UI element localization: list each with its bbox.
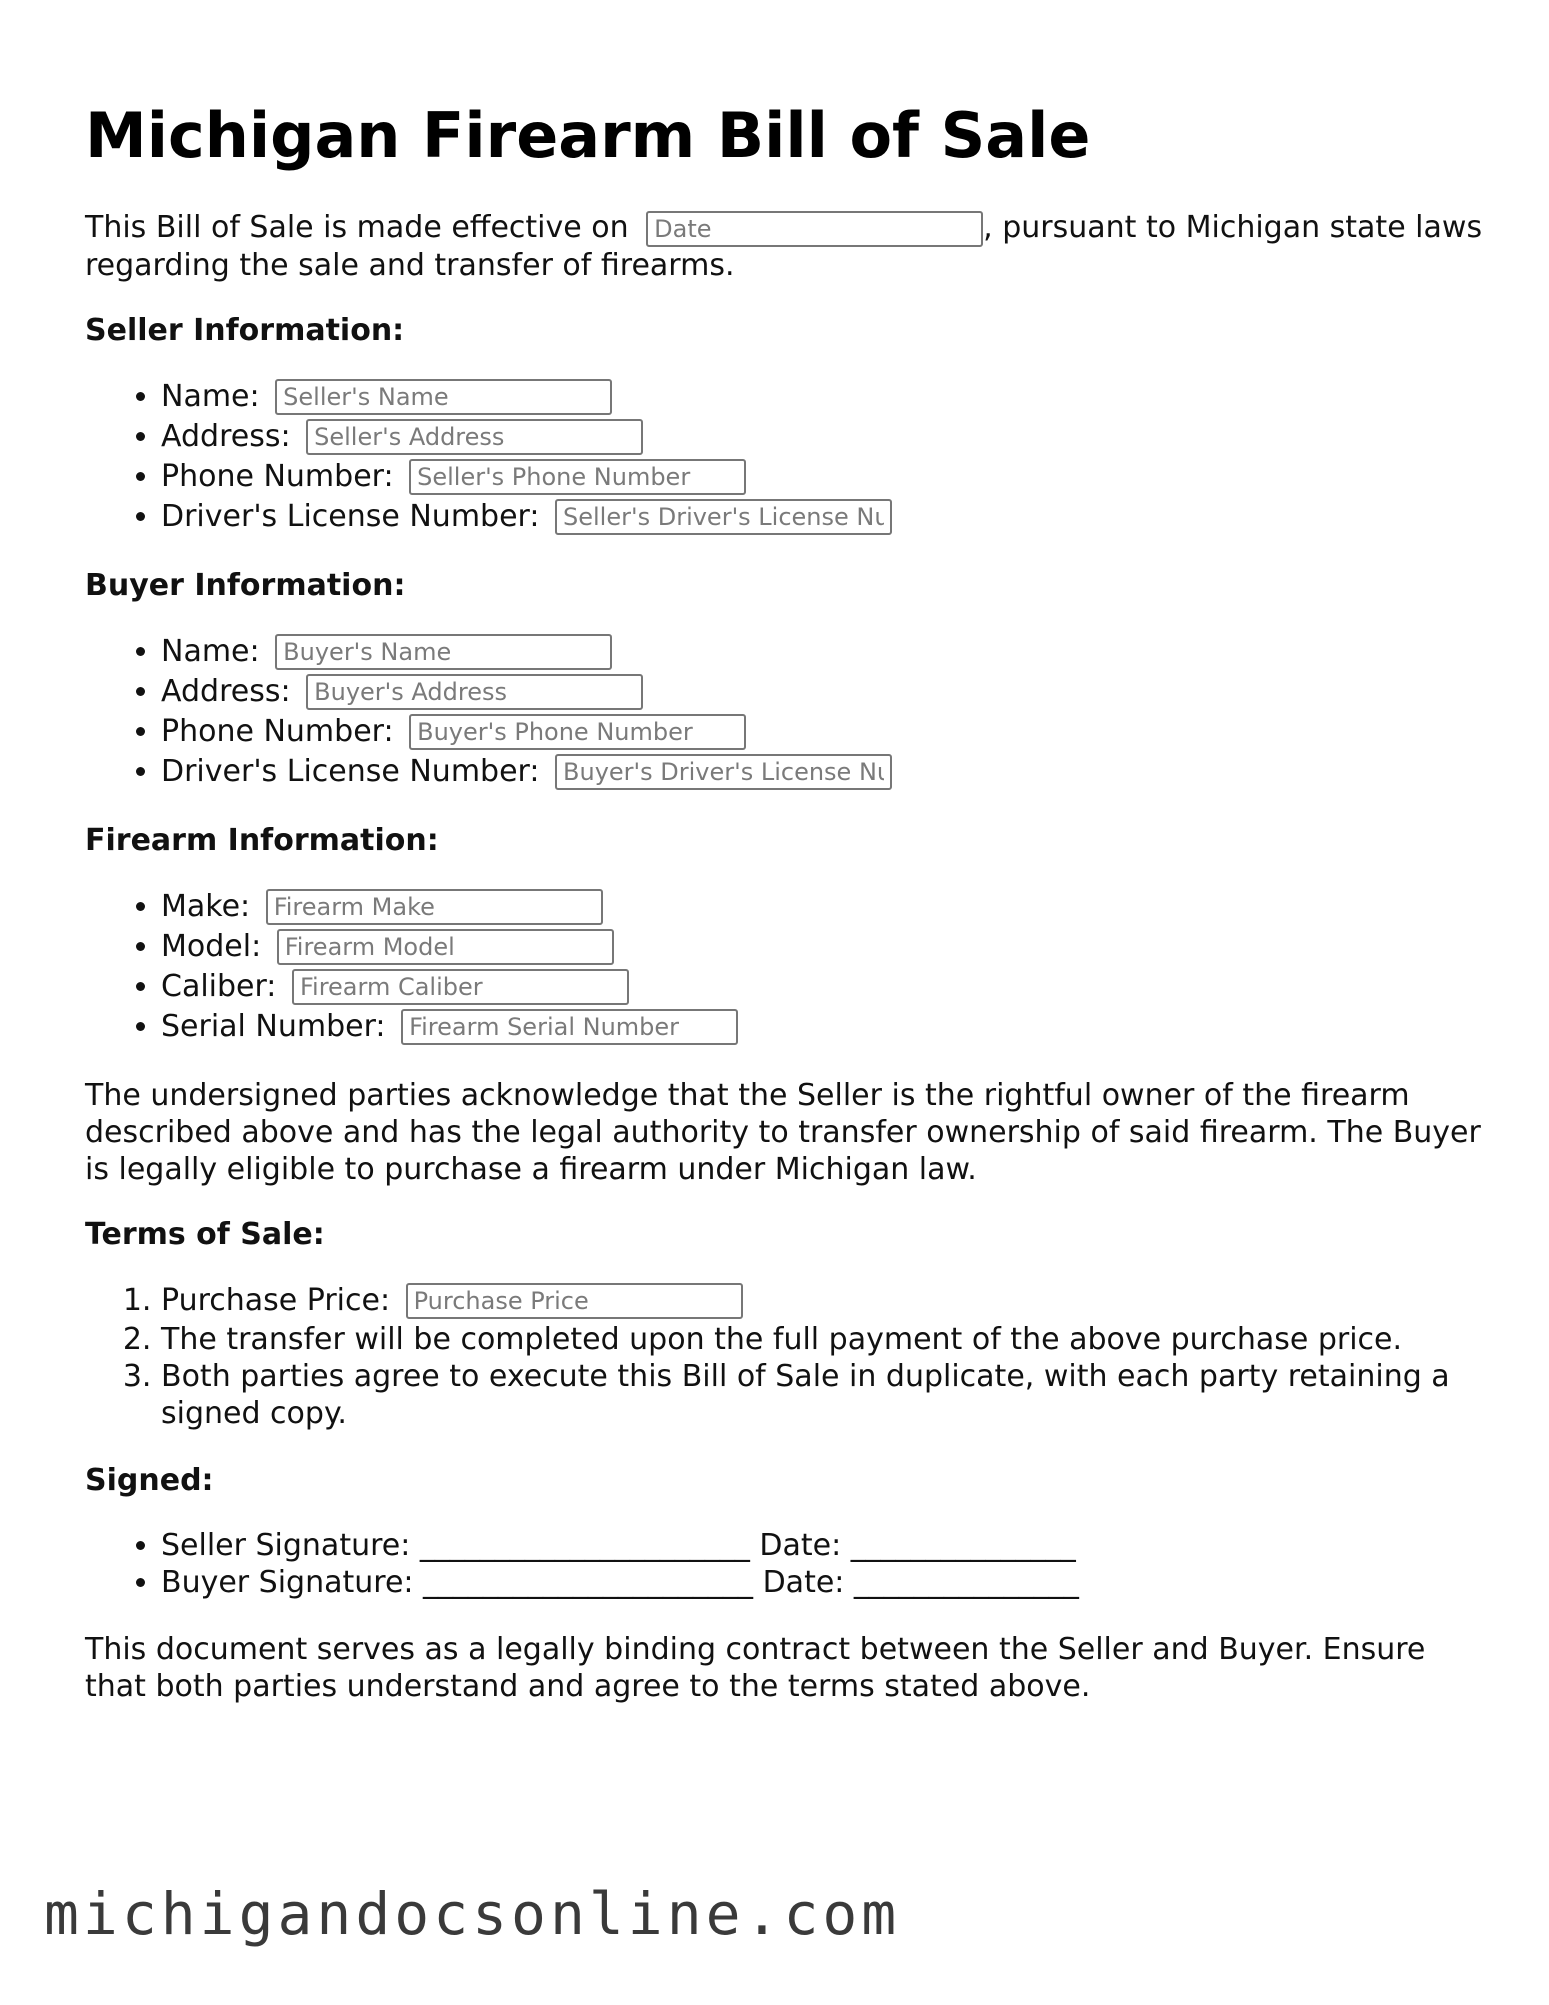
seller-address-label: Address: [161,418,291,454]
seller-license-input[interactable] [555,499,892,535]
firearm-make-label: Make: [161,888,251,924]
buyer-address-label: Address: [161,673,291,709]
acknowledgement-paragraph: The undersigned parties acknowledge that the Seller is the rightful owner of the firearm described above and has the legal authority to transfer ownership of said firearm. The Buyer is legally eligible to purchase a firearm under Michigan law. [85,1077,1481,1187]
list-item: 2. The transfer will be completed upon the full payment of the above purchase price. [161,1321,1485,1358]
firearm-serial-input[interactable] [401,1009,738,1045]
list-item [161,1007,1485,1047]
intro-text-before: This Bill of Sale is made effective on [85,210,629,246]
intro-text-after: , pursuant to Michigan state laws regarding the sale and transfer of firearms. [85,210,1483,283]
seller-phone-input[interactable] [409,459,746,495]
seller-signature-line: • Seller Signature: ______________________ Date: _______________ [161,1527,1485,1564]
signature-list [85,1527,1485,1601]
purchase-price-label: Purchase Price: [161,1282,391,1318]
firearm-heading: Firearm Information: [85,822,439,858]
firearm-caliber-input[interactable] [292,969,629,1005]
effective-date-input[interactable] [646,211,983,247]
list-item: 3. Both parties agree to execute this Bill of Sale in duplicate, with each party retaining a signed copy. [161,1358,1485,1432]
site-watermark: michigandocsonline.com [44,1880,901,1948]
seller-phone-label: Phone Number: [161,458,394,494]
buyer-list [85,632,1485,792]
buyer-phone-label: Phone Number: [161,713,394,749]
buyer-name-input[interactable] [275,634,612,670]
seller-address-input[interactable] [306,419,643,455]
buyer-license-label: Driver's License Number: [161,753,540,789]
document-page [85,100,1485,1733]
buyer-phone-input[interactable] [409,714,746,750]
list-item [161,377,1485,417]
seller-heading: Seller Information: [85,312,405,348]
list-item [161,712,1485,752]
list-item [161,887,1485,927]
seller-name-input[interactable] [275,379,612,415]
firearm-caliber-label: Caliber: [161,968,277,1004]
page-title: Michigan Firearm Bill of Sale [85,99,1091,172]
buyer-heading: Buyer Information: [85,567,406,603]
firearm-model-label: Model: [161,928,262,964]
firearm-list [85,887,1485,1047]
seller-name-label: Name: [161,378,260,414]
buyer-name-label: Name: [161,633,260,669]
buyer-license-input[interactable] [555,754,892,790]
terms-list [85,1281,1485,1432]
purchase-price-input[interactable] [406,1283,743,1319]
signed-heading: Signed: [85,1462,214,1498]
list-item [161,752,1485,792]
seller-license-label: Driver's License Number: [161,498,540,534]
closing-paragraph: This document serves as a legally binding contract between the Seller and Buyer. Ensure that both parties understand and agree to the terms stated above. [85,1631,1426,1704]
firearm-serial-label: Serial Number: [161,1008,386,1044]
list-item [161,672,1485,712]
intro-paragraph [85,209,1485,284]
list-item [161,967,1485,1007]
list-item [161,927,1485,967]
buyer-address-input[interactable] [306,674,643,710]
seller-list [85,377,1485,537]
terms-heading: Terms of Sale: [85,1216,325,1252]
list-item [161,417,1485,457]
firearm-make-input[interactable] [266,889,603,925]
list-item [161,1281,1485,1321]
list-item [161,497,1485,537]
firearm-model-input[interactable] [277,929,614,965]
list-item [161,457,1485,497]
buyer-signature-line: • Buyer Signature: ______________________ Date: _______________ [161,1564,1485,1601]
list-item [161,632,1485,672]
